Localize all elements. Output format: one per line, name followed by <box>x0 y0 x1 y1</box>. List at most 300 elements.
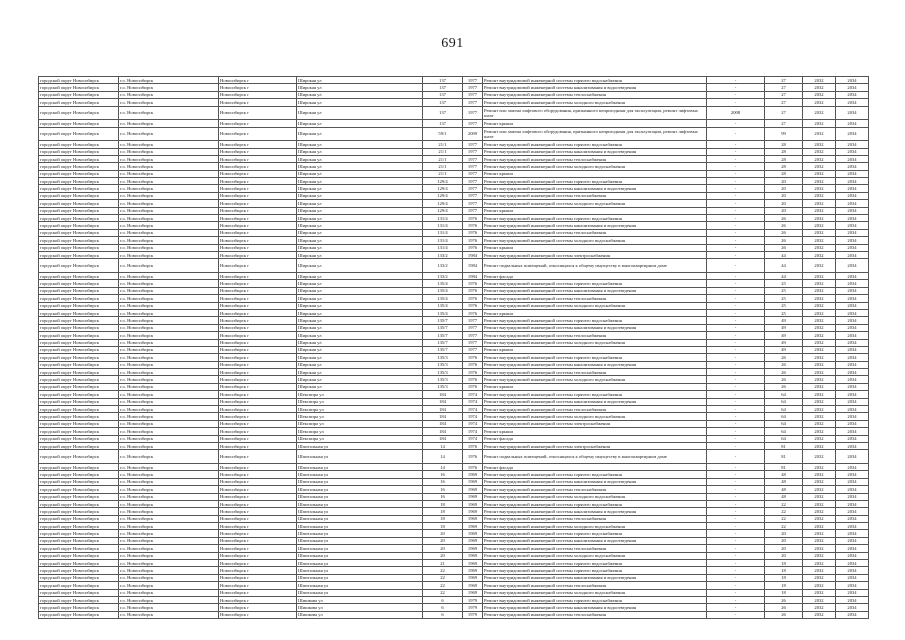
cell-end: 2034 <box>836 259 869 273</box>
cell-municipality: городской округ Новосибирск <box>39 200 119 207</box>
cell-apartments: 26 <box>765 596 803 603</box>
cell-work: Ремонт внутридомовой инженерной системы холодного водоснабжения <box>483 237 707 244</box>
cell-prev-year: - <box>707 523 765 530</box>
cell-start: 2032 <box>803 148 836 155</box>
table-row <box>39 383 869 390</box>
cell-house: 184 <box>423 413 463 420</box>
cell-house: 135/7 <box>423 332 463 339</box>
cell-street: Шпитальная ул <box>297 508 423 515</box>
cell-start: 2032 <box>803 280 836 287</box>
table-row <box>39 280 869 287</box>
cell-house: 129/4 <box>423 207 463 214</box>
cell-house: 21/1 <box>423 155 463 162</box>
cell-end: 2034 <box>836 376 869 383</box>
cell-year: 1976 <box>463 450 483 464</box>
cell-prev-year: - <box>707 428 765 435</box>
cell-street: Шпитальная ул <box>297 442 423 449</box>
cell-end: 2034 <box>836 369 869 376</box>
cell-year: 1977 <box>463 155 483 162</box>
cell-work: Ремонт внутридомовой инженерной системы холодного водоснабжения <box>483 99 707 106</box>
cell-start: 2032 <box>803 567 836 574</box>
cell-house: 16 <box>423 486 463 493</box>
cell-house: 137 <box>423 91 463 98</box>
cell-locality: Новосибирск г <box>219 222 297 229</box>
page-number: 691 <box>441 36 464 51</box>
cell-locality: Новосибирск г <box>219 589 297 596</box>
cell-apartments: 20 <box>765 552 803 559</box>
cell-locality: Новосибирск г <box>219 200 297 207</box>
cell-end: 2034 <box>836 127 869 141</box>
cell-locality: Новосибирск г <box>219 244 297 251</box>
cell-work: Ремонт внутридомовой инженерной системы канализования и водоотведения <box>483 478 707 485</box>
cell-settlement: г.о. Новосибирск <box>119 141 219 148</box>
cell-prev-year: - <box>707 185 765 192</box>
cell-prev-year: - <box>707 463 765 470</box>
cell-municipality: городской округ Новосибирск <box>39 272 119 279</box>
cell-year: 1977 <box>463 120 483 127</box>
cell-street: Шпитальная ул <box>297 530 423 537</box>
cell-work: Ремонт внутридомовой инженерной системы теплоснабжения <box>483 611 707 618</box>
table-row <box>39 141 869 148</box>
cell-work: Ремонт внутридомовой инженерной системы канализования и водоотведения <box>483 287 707 294</box>
cell-apartments: 20 <box>765 207 803 214</box>
cell-work: Ремонт крыши <box>483 309 707 316</box>
cell-start: 2032 <box>803 545 836 552</box>
cell-locality: Новосибирск г <box>219 170 297 177</box>
cell-house: 6 <box>423 611 463 618</box>
cell-municipality: городской округ Новосибирск <box>39 309 119 316</box>
cell-end: 2034 <box>836 508 869 515</box>
cell-municipality: городской округ Новосибирск <box>39 229 119 236</box>
table-row <box>39 435 869 442</box>
cell-year: 1977 <box>463 163 483 170</box>
cell-street: Широкая ул <box>297 369 423 376</box>
cell-prev-year: - <box>707 435 765 442</box>
cell-apartments: 49 <box>765 346 803 353</box>
cell-apartments: 26 <box>765 237 803 244</box>
cell-year: 1977 <box>463 207 483 214</box>
cell-settlement: г.о. Новосибирск <box>119 280 219 287</box>
cell-prev-year: - <box>707 596 765 603</box>
cell-year: 1977 <box>463 84 483 91</box>
cell-settlement: г.о. Новосибирск <box>119 163 219 170</box>
cell-municipality: городской округ Новосибирск <box>39 185 119 192</box>
cell-locality: Новосибирск г <box>219 91 297 98</box>
cell-settlement: г.о. Новосибирск <box>119 77 219 84</box>
table-row <box>39 582 869 589</box>
cell-year: 1977 <box>463 141 483 148</box>
cell-locality: Новосибирск г <box>219 574 297 581</box>
cell-locality: Новосибирск г <box>219 508 297 515</box>
cell-start: 2032 <box>803 435 836 442</box>
cell-settlement: г.о. Новосибирск <box>119 493 219 500</box>
cell-end: 2034 <box>836 91 869 98</box>
cell-street: Широкая ул <box>297 324 423 331</box>
cell-end: 2034 <box>836 317 869 324</box>
cell-year: 1976 <box>463 295 483 302</box>
cell-settlement: г.о. Новосибирск <box>119 604 219 611</box>
cell-municipality: городской округ Новосибирск <box>39 560 119 567</box>
table-row <box>39 450 869 464</box>
cell-work: Ремонт внутридомовой инженерной системы холодного водоснабжения <box>483 302 707 309</box>
cell-settlement: г.о. Новосибирск <box>119 463 219 470</box>
cell-locality: Новосибирск г <box>219 163 297 170</box>
cell-prev-year: - <box>707 574 765 581</box>
cell-end: 2034 <box>836 383 869 390</box>
cell-municipality: городской округ Новосибирск <box>39 259 119 273</box>
cell-apartments: 26 <box>765 361 803 368</box>
cell-house: 184 <box>423 406 463 413</box>
cell-municipality: городской округ Новосибирск <box>39 106 119 120</box>
cell-prev-year: - <box>707 442 765 449</box>
cell-locality: Новосибирск г <box>219 545 297 552</box>
cell-municipality: городской округ Новосибирск <box>39 280 119 287</box>
cell-end: 2034 <box>836 567 869 574</box>
cell-settlement: г.о. Новосибирск <box>119 237 219 244</box>
table-row <box>39 324 869 331</box>
cell-municipality: городской округ Новосибирск <box>39 244 119 251</box>
cell-end: 2034 <box>836 537 869 544</box>
cell-prev-year: - <box>707 346 765 353</box>
cell-work: Ремонт внутридомовой инженерной системы холодного водоснабжения <box>483 493 707 500</box>
table-row <box>39 361 869 368</box>
cell-settlement: г.о. Новосибирск <box>119 611 219 618</box>
cell-locality: Новосибирск г <box>219 99 297 106</box>
cell-locality: Новосибирск г <box>219 354 297 361</box>
table-row <box>39 369 869 376</box>
cell-year: 1976 <box>463 215 483 222</box>
cell-prev-year: - <box>707 272 765 279</box>
cell-municipality: городской округ Новосибирск <box>39 582 119 589</box>
cell-settlement: г.о. Новосибирск <box>119 442 219 449</box>
cell-settlement: г.о. Новосибирск <box>119 244 219 251</box>
cell-locality: Новосибирск г <box>219 346 297 353</box>
cell-apartments: 18 <box>765 582 803 589</box>
cell-start: 2032 <box>803 287 836 294</box>
cell-start: 2032 <box>803 420 836 427</box>
cell-work: Ремонт крыши <box>483 428 707 435</box>
cell-work: Ремонт внутридомовой инженерной системы канализования и водоотведения <box>483 537 707 544</box>
cell-house: 6 <box>423 596 463 603</box>
cell-end: 2034 <box>836 200 869 207</box>
cell-settlement: г.о. Новосибирск <box>119 272 219 279</box>
cell-end: 2034 <box>836 589 869 596</box>
cell-municipality: городской округ Новосибирск <box>39 361 119 368</box>
cell-end: 2034 <box>836 582 869 589</box>
cell-year: 1977 <box>463 324 483 331</box>
cell-end: 2034 <box>836 84 869 91</box>
cell-apartments: 81 <box>765 450 803 464</box>
cell-street: Широкая ул <box>297 127 423 141</box>
cell-settlement: г.о. Новосибирск <box>119 567 219 574</box>
cell-work: Ремонт внутридомовой инженерной системы горячего водоснабжения <box>483 530 707 537</box>
cell-house: 131/4 <box>423 237 463 244</box>
cell-locality: Новосибирск г <box>219 259 297 273</box>
cell-house: 184 <box>423 398 463 405</box>
cell-locality: Новосибирск г <box>219 567 297 574</box>
cell-year: 1977 <box>463 317 483 324</box>
cell-end: 2034 <box>836 478 869 485</box>
cell-prev-year: - <box>707 493 765 500</box>
cell-settlement: г.о. Новосибирск <box>119 523 219 530</box>
cell-apartments: 26 <box>765 369 803 376</box>
cell-locality: Новосибирск г <box>219 215 297 222</box>
cell-locality: Новосибирск г <box>219 376 297 383</box>
cell-end: 2034 <box>836 346 869 353</box>
table-row <box>39 295 869 302</box>
cell-house: 14 <box>423 450 463 464</box>
cell-end: 2034 <box>836 391 869 398</box>
cell-year: 1969 <box>463 478 483 485</box>
cell-apartments: 27 <box>765 77 803 84</box>
cell-end: 2034 <box>836 332 869 339</box>
cell-prev-year: - <box>707 515 765 522</box>
cell-work: Ремонт крыши <box>483 170 707 177</box>
cell-street: Шпитальная ул <box>297 560 423 567</box>
cell-locality: Новосибирск г <box>219 280 297 287</box>
cell-work: Ремонт внутридомовой инженерной системы электроснабжения <box>483 420 707 427</box>
cell-prev-year: - <box>707 486 765 493</box>
cell-prev-year: - <box>707 317 765 324</box>
cell-start: 2032 <box>803 346 836 353</box>
cell-work: Ремонт внутридомовой инженерной системы горячего водоснабжения <box>483 500 707 507</box>
cell-year: 1977 <box>463 192 483 199</box>
cell-street: Шекспира ул <box>297 420 423 427</box>
cell-end: 2034 <box>836 500 869 507</box>
table-row <box>39 237 869 244</box>
cell-year: 1984 <box>463 272 483 279</box>
table-row <box>39 120 869 127</box>
cell-settlement: г.о. Новосибирск <box>119 120 219 127</box>
cell-year: 1984 <box>463 252 483 259</box>
cell-municipality: городской округ Новосибирск <box>39 339 119 346</box>
cell-end: 2034 <box>836 99 869 106</box>
cell-house: 184 <box>423 435 463 442</box>
cell-prev-year: - <box>707 259 765 273</box>
cell-locality: Новосибирск г <box>219 369 297 376</box>
cell-municipality: городской округ Новосибирск <box>39 346 119 353</box>
table-row <box>39 574 869 581</box>
cell-house: 135/3 <box>423 376 463 383</box>
cell-apartments: 20 <box>765 545 803 552</box>
cell-apartments: 26 <box>765 222 803 229</box>
cell-street: Шпитальная ул <box>297 515 423 522</box>
cell-street: Широкая ул <box>297 354 423 361</box>
cell-work: Ремонт внутридомовой инженерной системы канализования и водоотведения <box>483 604 707 611</box>
cell-locality: Новосибирск г <box>219 530 297 537</box>
cell-year: 1974 <box>463 428 483 435</box>
cell-work: Ремонт внутридомовой инженерной системы холодного водоснабжения <box>483 376 707 383</box>
cell-house: 133/2 <box>423 272 463 279</box>
cell-municipality: городской округ Новосибирск <box>39 222 119 229</box>
cell-apartments: 99 <box>765 127 803 141</box>
cell-start: 2032 <box>803 252 836 259</box>
cell-municipality: городской округ Новосибирск <box>39 155 119 162</box>
cell-settlement: г.о. Новосибирск <box>119 148 219 155</box>
cell-settlement: г.о. Новосибирск <box>119 596 219 603</box>
cell-apartments: 48 <box>765 486 803 493</box>
cell-start: 2032 <box>803 272 836 279</box>
cell-municipality: городской округ Новосибирск <box>39 450 119 464</box>
table-row <box>39 508 869 515</box>
cell-start: 2032 <box>803 530 836 537</box>
cell-year: 1976 <box>463 463 483 470</box>
cell-municipality: городской округ Новосибирск <box>39 567 119 574</box>
cell-work: Ремонт внутридомовой инженерной системы горячего водоснабжения <box>483 77 707 84</box>
cell-year: 1969 <box>463 545 483 552</box>
cell-municipality: городской округ Новосибирск <box>39 545 119 552</box>
cell-settlement: г.о. Новосибирск <box>119 391 219 398</box>
cell-municipality: городской округ Новосибирск <box>39 192 119 199</box>
cell-house: 14 <box>423 463 463 470</box>
cell-end: 2034 <box>836 229 869 236</box>
table-row <box>39 148 869 155</box>
cell-municipality: городской округ Новосибирск <box>39 91 119 98</box>
cell-work: Ремонт внутридомовой инженерной системы холодного водоснабжения <box>483 523 707 530</box>
table-row <box>39 84 869 91</box>
cell-apartments: 64 <box>765 413 803 420</box>
cell-start: 2032 <box>803 376 836 383</box>
cell-apartments: 28 <box>765 148 803 155</box>
cell-year: 1977 <box>463 77 483 84</box>
table-row <box>39 229 869 236</box>
cell-house: 131/4 <box>423 244 463 251</box>
cell-work: Ремонт фасада <box>483 435 707 442</box>
cell-settlement: г.о. Новосибирск <box>119 84 219 91</box>
cell-start: 2032 <box>803 604 836 611</box>
cell-municipality: городской округ Новосибирск <box>39 537 119 544</box>
cell-end: 2034 <box>836 272 869 279</box>
cell-end: 2034 <box>836 406 869 413</box>
cell-work: Ремонт внутридомовой инженерной системы холодного водоснабжения <box>483 163 707 170</box>
cell-street: Шишкова ул <box>297 596 423 603</box>
table-row <box>39 500 869 507</box>
cell-street: Широкая ул <box>297 272 423 279</box>
cell-locality: Новосибирск г <box>219 383 297 390</box>
cell-start: 2032 <box>803 442 836 449</box>
cell-street: Широкая ул <box>297 192 423 199</box>
cell-locality: Новосибирск г <box>219 391 297 398</box>
cell-municipality: городской округ Новосибирск <box>39 428 119 435</box>
cell-street: Шпитальная ул <box>297 463 423 470</box>
cell-street: Широкая ул <box>297 317 423 324</box>
cell-settlement: г.о. Новосибирск <box>119 450 219 464</box>
cell-start: 2032 <box>803 91 836 98</box>
cell-house: 22 <box>423 589 463 596</box>
cell-settlement: г.о. Новосибирск <box>119 91 219 98</box>
cell-house: 137 <box>423 106 463 120</box>
cell-apartments: 81 <box>765 442 803 449</box>
cell-street: Шпитальная ул <box>297 537 423 544</box>
cell-street: Шпитальная ул <box>297 567 423 574</box>
table-row <box>39 91 869 98</box>
cell-municipality: городской округ Новосибирск <box>39 406 119 413</box>
cell-start: 2032 <box>803 244 836 251</box>
cell-locality: Новосибирск г <box>219 192 297 199</box>
cell-work: Ремонт подвальных помещений, относящихся к общему имуществу в многоквартирном доме <box>483 259 707 273</box>
cell-apartments: 48 <box>765 478 803 485</box>
cell-year: 1977 <box>463 178 483 185</box>
cell-settlement: г.о. Новосибирск <box>119 515 219 522</box>
table-row <box>39 309 869 316</box>
cell-prev-year: - <box>707 339 765 346</box>
cell-year: 1979 <box>463 611 483 618</box>
cell-house: 133/2 <box>423 259 463 273</box>
cell-end: 2034 <box>836 207 869 214</box>
cell-prev-year: - <box>707 413 765 420</box>
cell-prev-year: 2008 <box>707 106 765 120</box>
cell-settlement: г.о. Новосибирск <box>119 552 219 559</box>
cell-work: Ремонт или замена лифтового оборудования, признанного непригодным для эксплуатации, ремонт лифтовых шахт <box>483 106 707 120</box>
cell-locality: Новосибирск г <box>219 442 297 449</box>
cell-street: Шпитальная ул <box>297 500 423 507</box>
cell-street: Шпитальная ул <box>297 552 423 559</box>
cell-street: Широкая ул <box>297 200 423 207</box>
cell-locality: Новосибирск г <box>219 604 297 611</box>
cell-prev-year: - <box>707 200 765 207</box>
table-row <box>39 244 869 251</box>
cell-end: 2034 <box>836 252 869 259</box>
cell-municipality: городской округ Новосибирск <box>39 552 119 559</box>
cell-work: Ремонт внутридомовой инженерной системы теплоснабжения <box>483 155 707 162</box>
cell-work: Ремонт внутридомовой инженерной системы канализования и водоотведения <box>483 324 707 331</box>
cell-end: 2034 <box>836 420 869 427</box>
cell-settlement: г.о. Новосибирск <box>119 413 219 420</box>
cell-settlement: г.о. Новосибирск <box>119 155 219 162</box>
cell-end: 2034 <box>836 222 869 229</box>
cell-settlement: г.о. Новосибирск <box>119 259 219 273</box>
cell-municipality: городской округ Новосибирск <box>39 302 119 309</box>
cell-street: Шпитальная ул <box>297 545 423 552</box>
cell-street: Широкая ул <box>297 332 423 339</box>
cell-start: 2032 <box>803 508 836 515</box>
cell-house: 20 <box>423 545 463 552</box>
cell-start: 2032 <box>803 354 836 361</box>
cell-house: 59/1 <box>423 127 463 141</box>
cell-year: 1969 <box>463 552 483 559</box>
cell-work: Ремонт внутридомовой инженерной системы теплоснабжения <box>483 192 707 199</box>
cell-municipality: городской округ Новосибирск <box>39 493 119 500</box>
cell-municipality: городской округ Новосибирск <box>39 287 119 294</box>
cell-year: 1976 <box>463 302 483 309</box>
cell-locality: Новосибирск г <box>219 420 297 427</box>
cell-locality: Новосибирск г <box>219 272 297 279</box>
repair-schedule-table <box>38 76 869 619</box>
cell-settlement: г.о. Новосибирск <box>119 99 219 106</box>
cell-locality: Новосибирск г <box>219 84 297 91</box>
cell-street: Широкая ул <box>297 99 423 106</box>
cell-locality: Новосибирск г <box>219 339 297 346</box>
cell-start: 2032 <box>803 215 836 222</box>
cell-settlement: г.о. Новосибирск <box>119 361 219 368</box>
cell-prev-year: - <box>707 155 765 162</box>
cell-work: Ремонт внутридомовой инженерной системы горячего водоснабжения <box>483 391 707 398</box>
cell-house: 135/4 <box>423 302 463 309</box>
table-row <box>39 302 869 309</box>
cell-apartments: 18 <box>765 567 803 574</box>
cell-prev-year: - <box>707 500 765 507</box>
cell-prev-year: - <box>707 450 765 464</box>
cell-year: 1976 <box>463 280 483 287</box>
table-row <box>39 252 869 259</box>
cell-end: 2034 <box>836 163 869 170</box>
cell-street: Шпитальная ул <box>297 589 423 596</box>
cell-street: Шекспира ул <box>297 428 423 435</box>
cell-locality: Новосибирск г <box>219 486 297 493</box>
cell-house: 135/7 <box>423 346 463 353</box>
cell-municipality: городской округ Новосибирск <box>39 486 119 493</box>
cell-settlement: г.о. Новосибирск <box>119 574 219 581</box>
